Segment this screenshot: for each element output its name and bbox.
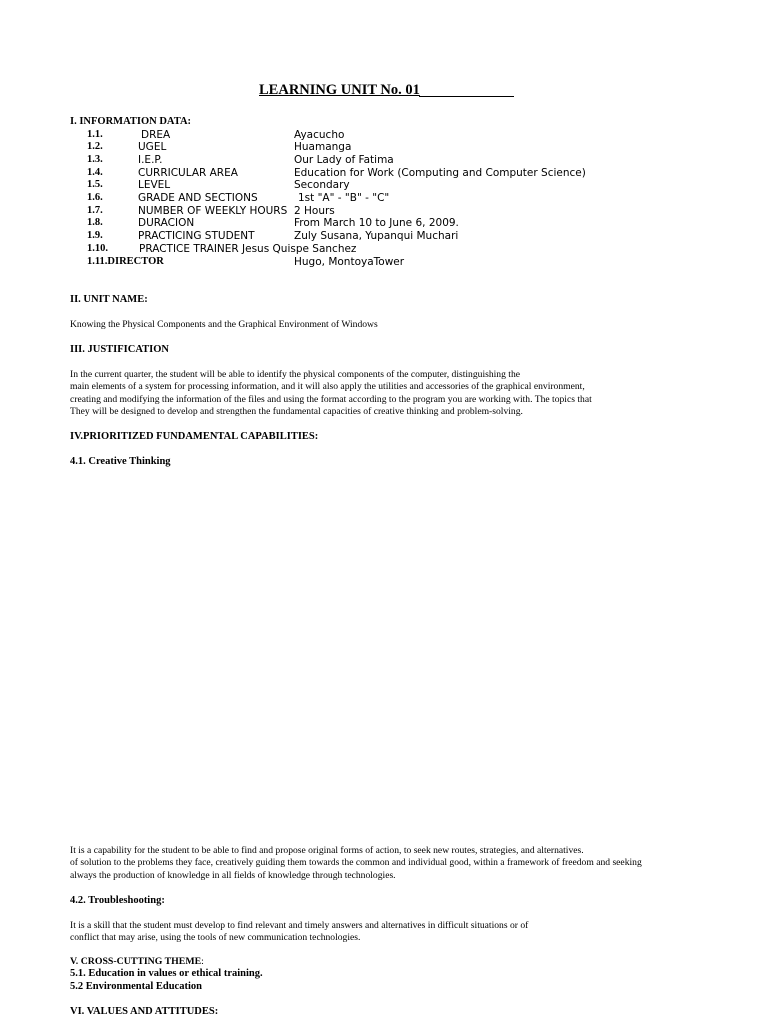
info-value: 1st "A" - "B" - "C" [298, 192, 390, 204]
info-number: 1.5. [87, 179, 103, 190]
unit-name-heading: II. UNIT NAME: [70, 294, 148, 305]
info-value: Secondary [294, 179, 350, 191]
paragraph-line: conflict that may arise, using the tools of new communication technologies. [70, 932, 361, 943]
creative-thinking-heading: 4.1. Creative Thinking [70, 456, 171, 467]
info-value: Huamanga [294, 141, 352, 153]
info-label: NUMBER OF WEEKLY HOURS [138, 205, 288, 217]
info-value: Zuly Susana, Yupanqui Muchari [294, 230, 459, 242]
info-number: 1.2. [87, 141, 103, 152]
info-value: Our Lady of Fatima [294, 154, 394, 166]
paragraph-line: It is a skill that the student must develop to find relevant and timely answers and alternatives in difficult situations or of [70, 920, 529, 931]
page-title: LEARNING UNIT No. 01 [259, 82, 420, 98]
cross-cutting-heading [70, 956, 204, 967]
paragraph-line: It is a capability for the student to be able to find and propose original forms of action, to seek new routes, strategies, and alternatives. [70, 845, 584, 856]
info-value: Hugo, MontoyaTower [294, 256, 405, 268]
cross-item: 5.2 Environmental Education [70, 981, 202, 992]
info-label: DURACION [138, 217, 195, 229]
paragraph-line: always the production of knowledge in all fields of knowledge through technologies. [70, 870, 396, 881]
info-value: Ayacucho [294, 129, 345, 141]
title-underline-extension [419, 96, 514, 97]
info-number: 1.4. [87, 167, 103, 178]
info-value: From March 10 to June 6, 2009. [294, 217, 459, 229]
paragraph-line: creating and modifying the information of the files and using the format according to the program you are working with. The topics that [70, 394, 592, 405]
info-number: 1.8. [87, 217, 103, 228]
capabilities-heading: IV.PRIORITIZED FUNDAMENTAL CAPABILITIES: [70, 431, 319, 442]
info-label: CURRICULAR AREA [138, 167, 238, 179]
info-number: 1.9. [87, 230, 103, 241]
info-label: LEVEL [138, 179, 171, 191]
info-label: PRACTICE TRAINER Jesus Quispe Sanchez [139, 243, 357, 255]
info-label: DREA [141, 129, 171, 141]
info-number: 1.10. [87, 243, 108, 254]
troubleshooting-heading: 4.2. Troubleshooting: [70, 895, 165, 906]
values-heading: VI. VALUES AND ATTITUDES: [70, 1006, 219, 1017]
info-number: 1.11.DIRECTOR [87, 256, 164, 267]
info-label: GRADE AND SECTIONS [138, 192, 258, 204]
info-number: 1.7. [87, 205, 103, 216]
info-number: 1.3. [87, 154, 103, 165]
paragraph-line: main elements of a system for processing information, and it will also apply the utilities and accessories of the graphical environment, [70, 381, 585, 392]
info-value: Education for Work (Computing and Computer Science) [294, 167, 586, 179]
paragraph-line: of solution to the problems they face, creatively guiding them towards the common and individual good, within a framework of freedom and seeking [70, 857, 642, 868]
justification-heading: III. JUSTIFICATION [70, 344, 169, 355]
info-heading: I. INFORMATION DATA: [70, 116, 192, 127]
info-number: 1.1. [87, 129, 103, 140]
info-label: I.E.P. [138, 154, 163, 166]
info-label: UGEL [138, 141, 167, 153]
info-label: PRACTICING STUDENT [138, 230, 255, 242]
cross-cutting-heading-text: V. CROSS-CUTTING THEME [70, 956, 202, 967]
cross-cutting-heading-colon: : [201, 956, 204, 967]
cross-item: 5.1. Education in values or ethical training. [70, 968, 263, 979]
info-value: 2 Hours [294, 205, 335, 217]
unit-name-text: Knowing the Physical Components and the Graphical Environment of Windows [70, 319, 378, 330]
paragraph-line: In the current quarter, the student will be able to identify the physical components of the computer, distinguishing the [70, 369, 521, 380]
info-number: 1.6. [87, 192, 103, 203]
paragraph-line: They will be designed to develop and strengthen the fundamental capacities of creative thinking and problem-solving. [70, 406, 523, 417]
